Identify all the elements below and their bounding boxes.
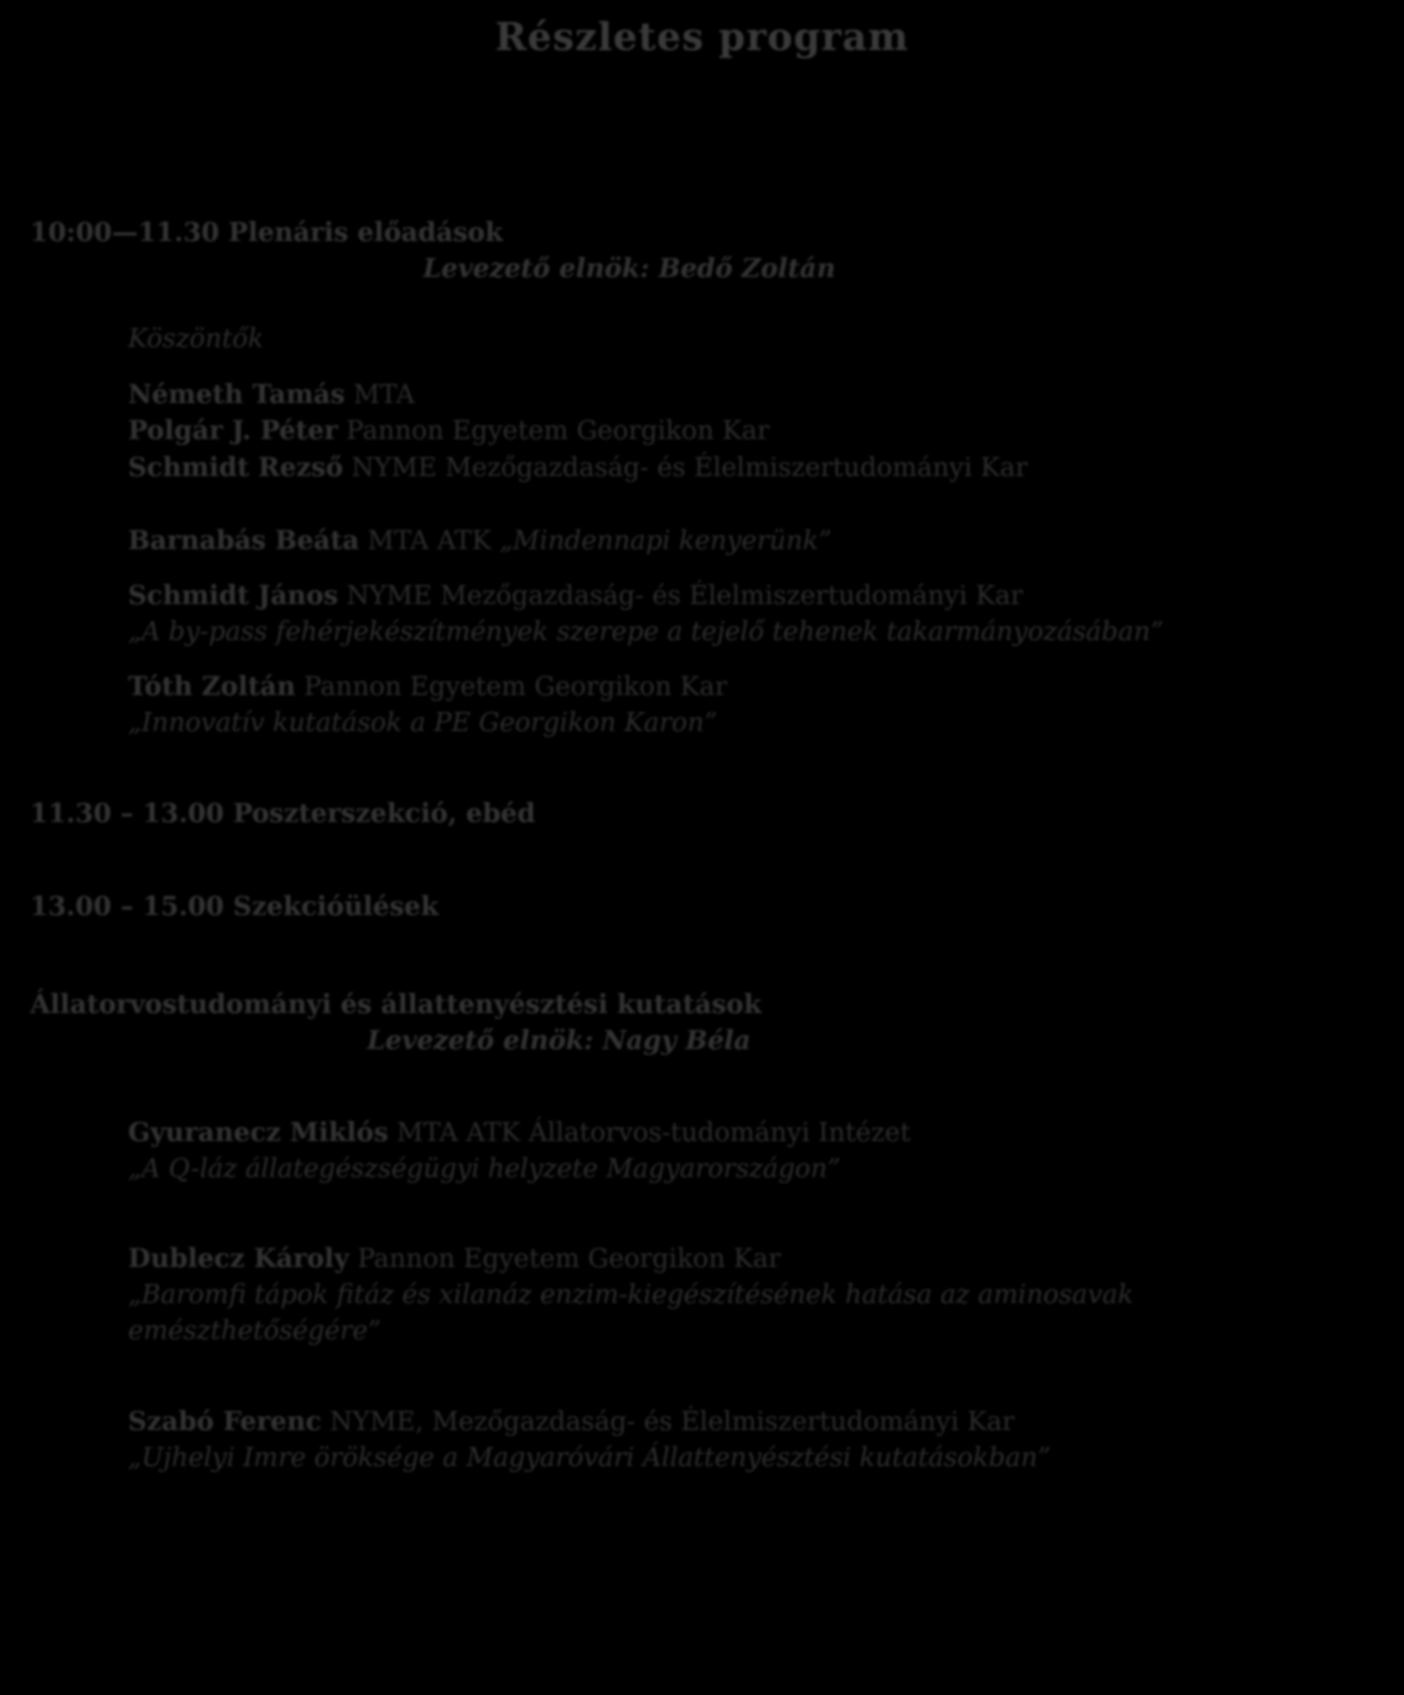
speaker-name: Polgár J. Péter bbox=[128, 416, 338, 446]
speaker-name: Németh Tamás bbox=[128, 380, 346, 410]
speaker-affiliation: NYME Mezőgazdaság- és Élelmiszertudományi Kar bbox=[346, 581, 1023, 611]
talk-title-continued: emészthetőségére” bbox=[128, 1316, 382, 1346]
talk-title: „A by-pass fehérjekészítmények szerepe a tejelő tehenek takarmányozásában” bbox=[128, 617, 1164, 647]
speaker-name: Schmidt János bbox=[128, 581, 339, 611]
speaker-name: Szabó Ferenc bbox=[128, 1407, 322, 1437]
talk-speaker bbox=[128, 579, 1023, 613]
speaker-affiliation: MTA bbox=[353, 380, 415, 410]
speaker-name: Gyuranecz Miklós bbox=[128, 1118, 389, 1148]
talk-title: „Mindennapi kenyerünk” bbox=[499, 526, 832, 556]
greeter-item bbox=[128, 451, 1028, 485]
section-chair: Levezető elnök: Nagy Béla bbox=[367, 1026, 751, 1056]
talk-item bbox=[128, 524, 832, 558]
talk-speaker bbox=[128, 1116, 911, 1150]
speaker-name: Schmidt Rezső bbox=[128, 453, 344, 483]
speaker-affiliation: NYME Mezőgazdaság- és Élelmiszertudományi Kar bbox=[351, 453, 1028, 483]
speaker-affiliation: NYME, Mezőgazdaság- és Élelmiszertudományi Kar bbox=[329, 1407, 1015, 1437]
plenary-time-heading: 10:00—11.30 Plenáris előadások bbox=[30, 218, 504, 248]
greeter-item bbox=[128, 414, 770, 448]
speaker-affiliation: Pannon Egyetem Georgikon Kar bbox=[357, 1244, 781, 1274]
poster-time-heading: 11.30 – 13.00 Poszterszekció, ebéd bbox=[30, 799, 536, 829]
speaker-name: Dublecz Károly bbox=[128, 1244, 350, 1274]
talk-title: „Innovatív kutatások a PE Georgikon Karon” bbox=[128, 708, 718, 738]
talk-speaker bbox=[128, 670, 727, 704]
plenary-chair: Levezető elnök: Bedő Zoltán bbox=[423, 254, 836, 284]
sessions-time-heading: 13.00 – 15.00 Szekcióülések bbox=[30, 892, 439, 922]
speaker-name: Tóth Zoltán bbox=[128, 672, 296, 702]
greetings-label: Köszöntők bbox=[128, 324, 264, 354]
speaker-name: Barnabás Beáta bbox=[128, 526, 360, 556]
speaker-affiliation: MTA ATK Állatorvos-tudományi Intézet bbox=[396, 1118, 911, 1148]
speaker-affiliation: MTA ATK bbox=[367, 526, 492, 556]
greeter-item bbox=[128, 378, 415, 412]
page-title: Részletes program bbox=[494, 14, 910, 59]
talk-title: „Ujhelyi Imre öröksége a Magyaróvári Állattenyésztési kutatásokban” bbox=[128, 1443, 1051, 1473]
talk-speaker bbox=[128, 1242, 781, 1276]
talk-title: „A Q-láz állategészségügyi helyzete Magyarországon” bbox=[128, 1154, 841, 1184]
speaker-affiliation: Pannon Egyetem Georgikon Kar bbox=[303, 672, 728, 702]
section-title: Állatorvostudományi és állattenyésztési kutatások bbox=[30, 990, 762, 1020]
talk-title: „Baromfi tápok fitáz és xilanáz enzim-kiegészítésének hatása az aminosavak bbox=[128, 1280, 1134, 1310]
talk-speaker bbox=[128, 1405, 1015, 1439]
speaker-affiliation: Pannon Egyetem Georgikon Kar bbox=[346, 416, 770, 446]
